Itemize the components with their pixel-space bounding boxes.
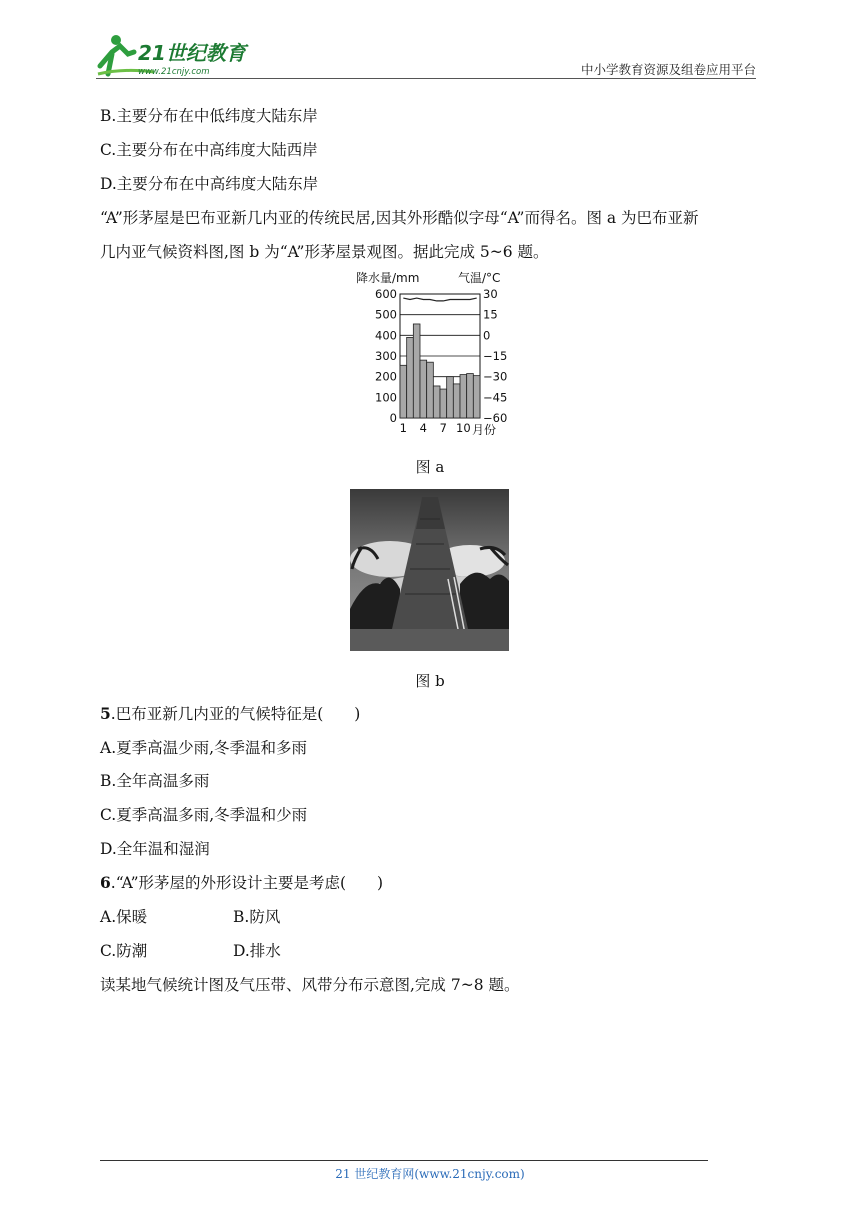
right-axis-title: 气温/°C bbox=[458, 271, 501, 285]
a-frame-hut-photo bbox=[350, 489, 509, 651]
logo-text: 21世纪教育 bbox=[138, 41, 246, 65]
site-label: 中小学教育资源及组卷应用平台 bbox=[580, 62, 756, 77]
question-6-row-2 bbox=[100, 941, 281, 961]
precipitation-bar bbox=[420, 360, 427, 418]
prev-option-c: C.主要分布在中高纬度大陆西岸 bbox=[100, 141, 318, 159]
site-logo bbox=[94, 32, 264, 78]
question-5-option-d: D.全年温和湿润 bbox=[100, 840, 210, 858]
intro-line-1: “A”形茅屋是巴布亚新几内亚的传统民居,因其外形酷似字母“A”而得名。图 a 为巴布亚新 bbox=[100, 209, 699, 227]
question-6-option-a: A.保暖 bbox=[100, 908, 148, 926]
question-5-text: .巴布亚新几内亚的气候特征是( ) bbox=[110, 705, 361, 723]
precipitation-bar bbox=[467, 374, 474, 418]
right-tick-label: −60 bbox=[483, 411, 508, 425]
left-tick-label: 300 bbox=[375, 349, 397, 363]
precipitation-bar bbox=[473, 376, 480, 418]
precipitation-bar bbox=[400, 365, 407, 418]
precipitation-bar bbox=[407, 337, 414, 418]
left-tick-label: 0 bbox=[389, 411, 397, 425]
right-tick-label: −15 bbox=[483, 349, 508, 363]
left-tick-label: 600 bbox=[375, 287, 397, 301]
footer-text: 21 世纪教育网(www.21cnjy.com) bbox=[335, 1167, 525, 1181]
intro-line-2: 几内亚气候资料图,图 b 为“A”形茅屋景观图。据此完成 5~6 题。 bbox=[100, 243, 549, 261]
question-6-text: .“A”形茅屋的外形设计主要是考虑( ) bbox=[110, 874, 384, 892]
header-divider bbox=[96, 78, 756, 79]
question-6-option-c: C.防潮 bbox=[100, 942, 148, 960]
prev-option-d: D.主要分布在中高纬度大陆东岸 bbox=[100, 175, 319, 193]
temperature-line bbox=[403, 298, 476, 301]
precipitation-bar bbox=[440, 389, 447, 418]
right-tick-label: −30 bbox=[483, 369, 508, 384]
climate-chart bbox=[350, 268, 520, 444]
question-6-number: 6 bbox=[100, 873, 111, 892]
left-tick-label: 500 bbox=[375, 307, 397, 322]
left-axis-title: 降水量/mm bbox=[356, 271, 420, 285]
x-tick-label: 1 bbox=[399, 421, 407, 435]
question-5-option-c: C.夏季高温多雨,冬季温和少雨 bbox=[100, 806, 308, 824]
next-intro: 读某地气候统计图及气压带、风带分布示意图,完成 7~8 题。 bbox=[100, 976, 520, 994]
figure-b-caption: 图 b bbox=[415, 672, 445, 690]
precipitation-bar bbox=[433, 386, 440, 418]
precipitation-bar bbox=[453, 384, 460, 418]
x-tick-label: 4 bbox=[419, 421, 427, 435]
precipitation-bar bbox=[447, 377, 454, 418]
question-5-stem bbox=[100, 704, 360, 724]
question-6-row-1 bbox=[100, 907, 281, 927]
precipitation-bar bbox=[413, 324, 420, 418]
question-6-option-b: B.防风 bbox=[233, 908, 281, 926]
x-unit-label: 月份 bbox=[472, 423, 497, 437]
left-tick-label: 400 bbox=[375, 328, 397, 343]
x-tick-label: 10 bbox=[456, 421, 471, 435]
question-6-stem bbox=[100, 873, 383, 893]
precipitation-bar bbox=[460, 375, 467, 418]
footer-divider bbox=[100, 1160, 708, 1161]
right-tick-label: 0 bbox=[483, 328, 491, 343]
precipitation-bar bbox=[427, 362, 434, 418]
right-tick-label: 15 bbox=[483, 307, 498, 322]
left-tick-label: 100 bbox=[375, 390, 397, 405]
right-tick-label: −45 bbox=[483, 390, 508, 405]
prev-option-b: B.主要分布在中低纬度大陆东岸 bbox=[100, 107, 318, 125]
question-5-option-b: B.全年高温多雨 bbox=[100, 772, 210, 790]
question-5-number: 5 bbox=[100, 704, 111, 723]
question-5-option-a: A.夏季高温少雨,冬季温和多雨 bbox=[100, 739, 308, 757]
logo-url: www.21cnjy.com bbox=[138, 67, 210, 77]
left-tick-label: 200 bbox=[375, 369, 397, 384]
right-tick-label: 30 bbox=[483, 287, 498, 301]
figure-a-caption: 图 a bbox=[415, 458, 445, 476]
x-tick-label: 7 bbox=[439, 421, 447, 435]
question-6-option-d: D.排水 bbox=[233, 942, 281, 960]
